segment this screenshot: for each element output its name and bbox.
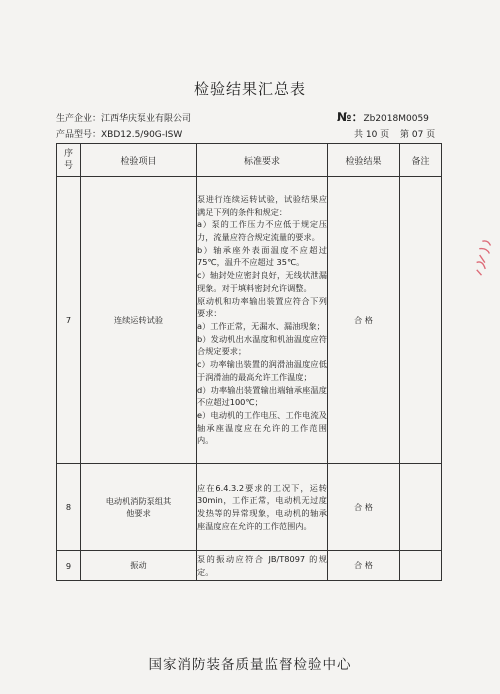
standard-line: e）电动机的工作电压、工作电流及轴承座温度应在允许的工作范围内。 (197, 409, 327, 446)
stamp-icon (469, 236, 497, 279)
row-remark (400, 464, 442, 551)
issuing-organization: 国家消防装备质量监督检验中心 (148, 657, 352, 673)
manufacturer-label: 生产企业：江西华庆泵业有限公司 (56, 114, 192, 124)
table-row (57, 177, 442, 464)
standard-line: a）工作正常，无漏水、漏油现象； (197, 321, 325, 331)
report-number-value: Zb2018M0059 (363, 114, 429, 124)
number-sign: №： (337, 110, 364, 124)
row-standard (197, 464, 328, 551)
standard-line: 原动机和功率输出装置应符合下列要求： (197, 295, 327, 319)
table-header-row (57, 144, 442, 177)
row-item: 连续运转试验 (81, 177, 197, 464)
row-seq: 9 (57, 551, 81, 581)
standard-line: 泵进行连续运转试验，试验结果应满足下列的条件和规定： (197, 193, 327, 217)
column-header-remark: 备注 (400, 144, 442, 177)
standard-line: a）泵的工作压力不应低于规定压力，流量应符合规定流量的要求。 (197, 219, 327, 243)
row-remark (400, 551, 442, 581)
column-header-standard: 标准要求 (197, 144, 328, 177)
document-title: 检验结果汇总表 (193, 80, 306, 98)
column-header-item: 检验项目 (81, 144, 197, 177)
row-standard (197, 551, 328, 581)
page-count: 共 10 页 (354, 130, 390, 140)
report-number (337, 108, 429, 125)
table-row (57, 464, 442, 551)
results-table (56, 143, 442, 581)
row-seq: 8 (57, 464, 81, 551)
row-standard (197, 177, 328, 464)
row-item: 电动机消防泵组其他要求 (81, 464, 197, 551)
column-header-result: 检验结果 (328, 144, 400, 177)
standard-line: c）功率输出装置的润滑油温度应低于润滑油的最高允许工作温度； (197, 359, 327, 382)
standard-line: 泵的振动应符合 JB/T8097 的规定。 (197, 553, 327, 577)
column-header-seq: 序号 (57, 144, 81, 177)
standard-line: d）功率输出装置输出端轴承座温度不应超过100℃； (197, 384, 327, 408)
standard-line: b）轴承座外表面温度不应超过 75℃，温升不应超过 35℃。 (197, 244, 327, 268)
row-result: 合 格 (328, 177, 400, 464)
row-result: 合 格 (328, 464, 400, 551)
row-item: 振动 (81, 551, 197, 581)
page-number: 第 07 页 (400, 130, 436, 140)
standard-line: c）轴封处应密封良好，无线状泄漏现象。对于填料密封允许调整。 (197, 270, 327, 293)
row-remark (400, 177, 442, 464)
red-stamp-mark (469, 236, 497, 279)
row-result: 合 格 (328, 551, 400, 581)
standard-line: 应在6.4.3.2要求的工况下，运转30min，工作正常，电动机无过度发热等的异常现象，电动机的轴承座温度应在允许的工作范围内。 (197, 482, 327, 531)
standard-line: b）发动机出水温度和机油温度应符合规定要求； (197, 333, 327, 357)
table-row (57, 551, 442, 581)
row-seq: 7 (57, 177, 81, 464)
model-label: 产品型号：XBD12.5/90G-ISW (56, 130, 183, 140)
